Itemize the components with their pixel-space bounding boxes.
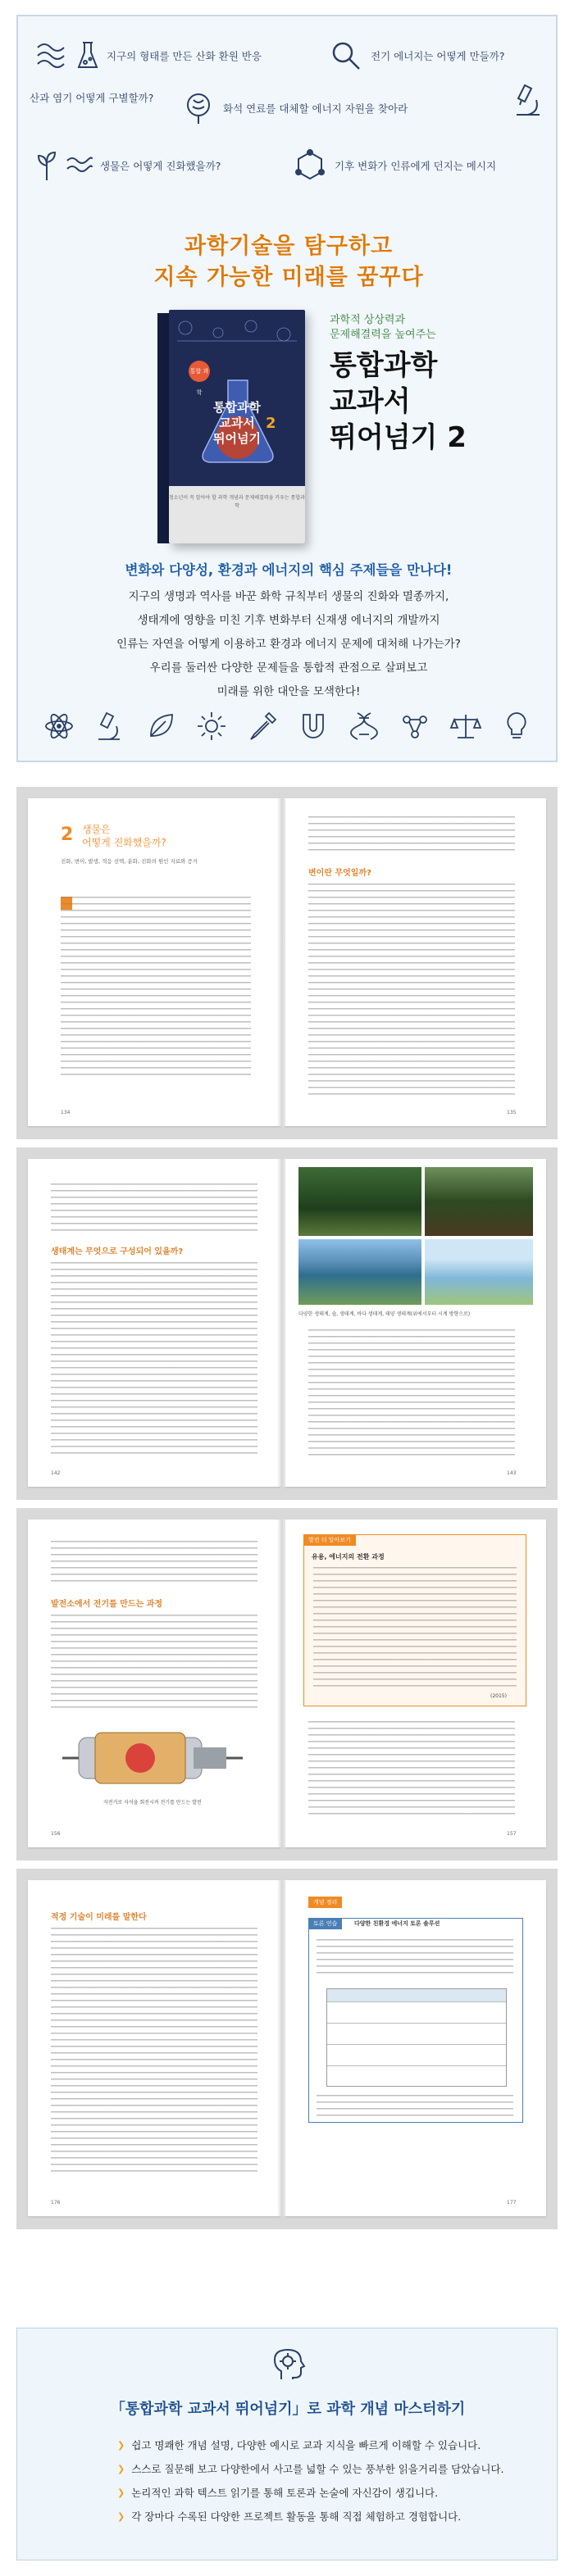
book-cover-number: 2 — [266, 415, 276, 432]
body-text-block — [51, 1541, 257, 1587]
photo-caption: 다양한 생태계, 숲, 생태계, 바다 생태계, 태양 생태계(위에서부터 시계 방향으로) — [298, 1311, 471, 1317]
features-list — [117, 2433, 544, 2528]
body-text-block — [51, 1184, 257, 1236]
feature-item: ❯ 논리적인 과학 텍스트 읽기를 통해 토론과 논술에 자신감이 생깁니다. — [117, 2481, 544, 2505]
topic-grid — [18, 16, 559, 229]
bulb-icon — [500, 710, 533, 743]
spread4-left-page: 적정 기술이 미래를 말한다 176 — [28, 1880, 280, 2216]
section-heading: 적정 기술이 미래를 말한다 — [51, 1913, 147, 1922]
spread3-left-page: 발전소에서 전기를 만드는 과정 자전거로 자석을 회전시켜 전기를 만드는 발전 156 — [28, 1520, 280, 1847]
chapter-keywords: 진화, 변이, 발생, 적응 선택, 분화, 진화의 원인 자료와 증거 — [61, 858, 198, 865]
magnet-icon — [297, 710, 330, 743]
lake-photo — [298, 1239, 421, 1305]
discussion-text — [317, 1939, 513, 1979]
body-text-block — [61, 897, 251, 1077]
microscope-icon — [510, 82, 546, 118]
topic-item: 생물은 어떻게 진화했을까? — [34, 148, 221, 184]
section-heading: 생태계는 무엇으로 구성되어 있을까? — [51, 1247, 184, 1256]
topic-item: 지구의 형태를 만든 산화 환원 반응 — [33, 38, 262, 74]
feature-item: ❯ 각 장마다 수록된 다양한 프로젝트 활동을 통해 직접 체험하고 경험합니다. — [117, 2505, 544, 2528]
chevron-right-icon: ❯ — [117, 2464, 125, 2474]
leaf-icon — [144, 710, 177, 743]
chapter-title: 생물은 어떻게 진화했을까? — [82, 824, 166, 848]
topic-item: 기후 변화가 인류에게 던지는 메시지 — [292, 148, 496, 184]
dna-icon — [33, 38, 69, 74]
sun-icon — [195, 710, 228, 743]
chevron-right-icon: ❯ — [117, 2511, 125, 2522]
microscope-icon — [93, 710, 126, 743]
sample-spread-3 — [16, 1508, 558, 1860]
book-tag: 통합 과학 — [189, 361, 210, 382]
wave-icon — [66, 148, 93, 184]
forest-photo — [298, 1167, 421, 1236]
spread3-right-page: 발전 더 알아보기 유용, 에너지의 전환 과정 (2015) 157 — [285, 1520, 546, 1847]
book-cover — [157, 310, 305, 549]
sidebar-box-text — [313, 1567, 517, 1690]
brain-tree-icon — [180, 90, 216, 126]
feature-item: ❯ 쉽고 명쾌한 개념 설명, 다양한 예시로 교과 지식을 빠르게 이해할 수 있습니다. — [117, 2433, 544, 2457]
intro-paragraph: 지구의 생명과 역사를 바꾼 화학 규칙부터 생물의 진화와 멸종까지, 생태계에 영향을 미친 기후 변화부터 신재생 에너지의 개발까지 인류는 자연을 어떻게 이용하고 환경과 에너지 문제에 대처해 나가는가? 우리를 둘러싼 다양한 문제들을 통합적 관점으로 살펴보고 미래를 위한 대안을 모색한다! — [116, 590, 461, 698]
pipette-icon — [246, 710, 279, 743]
spread4-right-page: 개념 정리 토론 연습 다양한 친환경 에너지 토론 솔루션 177 — [285, 1880, 546, 2216]
feature-item: ❯ 스스로 질문해 보고 다양한에서 사고를 넓할 수 있는 풍부한 읽을거리를 담았습니다. — [117, 2457, 544, 2481]
sidebar-box-title: 유용, 에너지의 전환 과정 — [312, 1553, 385, 1561]
sample-spread-4 — [16, 1869, 558, 2229]
chevron-right-icon: ❯ — [117, 2440, 125, 2451]
body-text-block — [308, 1329, 515, 1457]
book-title: 통합과학 교과서 뛰어넘기 2 — [330, 349, 467, 454]
concept-tag: 개념 정리 — [308, 1897, 342, 1908]
hero-banner — [16, 15, 558, 762]
molecule-icon — [292, 148, 328, 184]
spread1-left-page: 2 생물은 어떻게 진화했을까? 진화, 변이, 발생, 적응 선택, 분화, 진화의 원인 자료와 증거 134 — [28, 798, 280, 1126]
hero-headline: 과학기술을 탐구하고 지속 가능한 미래를 꿈꾸다 — [153, 234, 424, 290]
magnifier-icon — [328, 38, 364, 74]
section-heading: 발전소에서 전기를 만드는 과정 — [51, 1600, 163, 1609]
generator-illustration — [62, 1721, 243, 1795]
figure-caption: 자전거로 자석을 회전시켜 전기를 만드는 발전 — [103, 1800, 202, 1806]
topic-item — [510, 82, 546, 118]
discussion-text — [317, 2095, 513, 2116]
chapter-number: 2 — [61, 825, 74, 845]
spread2-right-page: 다양한 생태계, 숲, 생태계, 바다 생태계, 태양 생태계(위에서부터 시계 방향으로) 143 — [285, 1159, 546, 1487]
book-front — [169, 310, 305, 543]
body-text-block — [51, 1928, 257, 2174]
atom-icon — [43, 710, 75, 743]
dna-icon — [348, 710, 380, 743]
plant-icon — [34, 148, 59, 184]
book-cover-strap: 청소년이 꼭 알아야 할 과학 개념과 문제해결력을 키우는 통합과학 — [169, 486, 305, 543]
topic-item: 전기 에너지는 어떻게 만들까? — [328, 38, 504, 74]
head-gear-icon — [270, 2347, 308, 2384]
body-text-block — [308, 1721, 515, 1820]
scale-icon — [449, 710, 482, 743]
discussion-box-header: 토론 연습 — [308, 1918, 342, 1929]
discussion-box-title: 다양한 친환경 에너지 토론 솔루션 — [354, 1920, 440, 1927]
comparison-table — [326, 1988, 507, 2087]
topic-item: 화석 연료를 대체할 에너지 자원을 찾아라 — [180, 90, 408, 126]
spread1-right-page: 변이란 무엇일까? 135 — [285, 798, 546, 1126]
body-text-block — [308, 884, 515, 1100]
body-text-block — [51, 1262, 257, 1459]
sidebar-box-header: 발전 더 알아보기 — [303, 1534, 356, 1546]
grassland-photo — [425, 1239, 533, 1305]
book-cover-title: 통합과학 교과서 뛰어넘기 — [213, 400, 261, 446]
bottom-icon-row — [43, 710, 535, 751]
body-text-block — [308, 816, 515, 852]
topic-item: 산과 염기 어떻게 구별할까? — [30, 92, 154, 104]
sample-spread-2 — [16, 1147, 558, 1500]
book-subtitle: 과학적 상상력과 문제해결력을 높여주는 — [330, 314, 436, 341]
sample-spread-1 — [16, 787, 558, 1139]
molecule-icon — [399, 710, 431, 743]
chevron-right-icon: ❯ — [117, 2487, 125, 2498]
section-heading: 변이란 무엇일까? — [308, 869, 371, 878]
forest-photo-2 — [425, 1167, 533, 1236]
spread2-left-page: 생태계는 무엇으로 구성되어 있을까? 142 — [28, 1159, 280, 1487]
body-text-block — [51, 1615, 257, 1713]
intro-heading: 변화와 다양성, 환경과 에너지의 핵심 주제들을 만나다! — [125, 562, 453, 578]
features-title: 「통합과학 교과서 뛰어넘기」로 과학 개념 마스터하기 — [110, 2401, 466, 2418]
features-section — [16, 2328, 558, 2560]
flask-icon — [75, 38, 100, 74]
